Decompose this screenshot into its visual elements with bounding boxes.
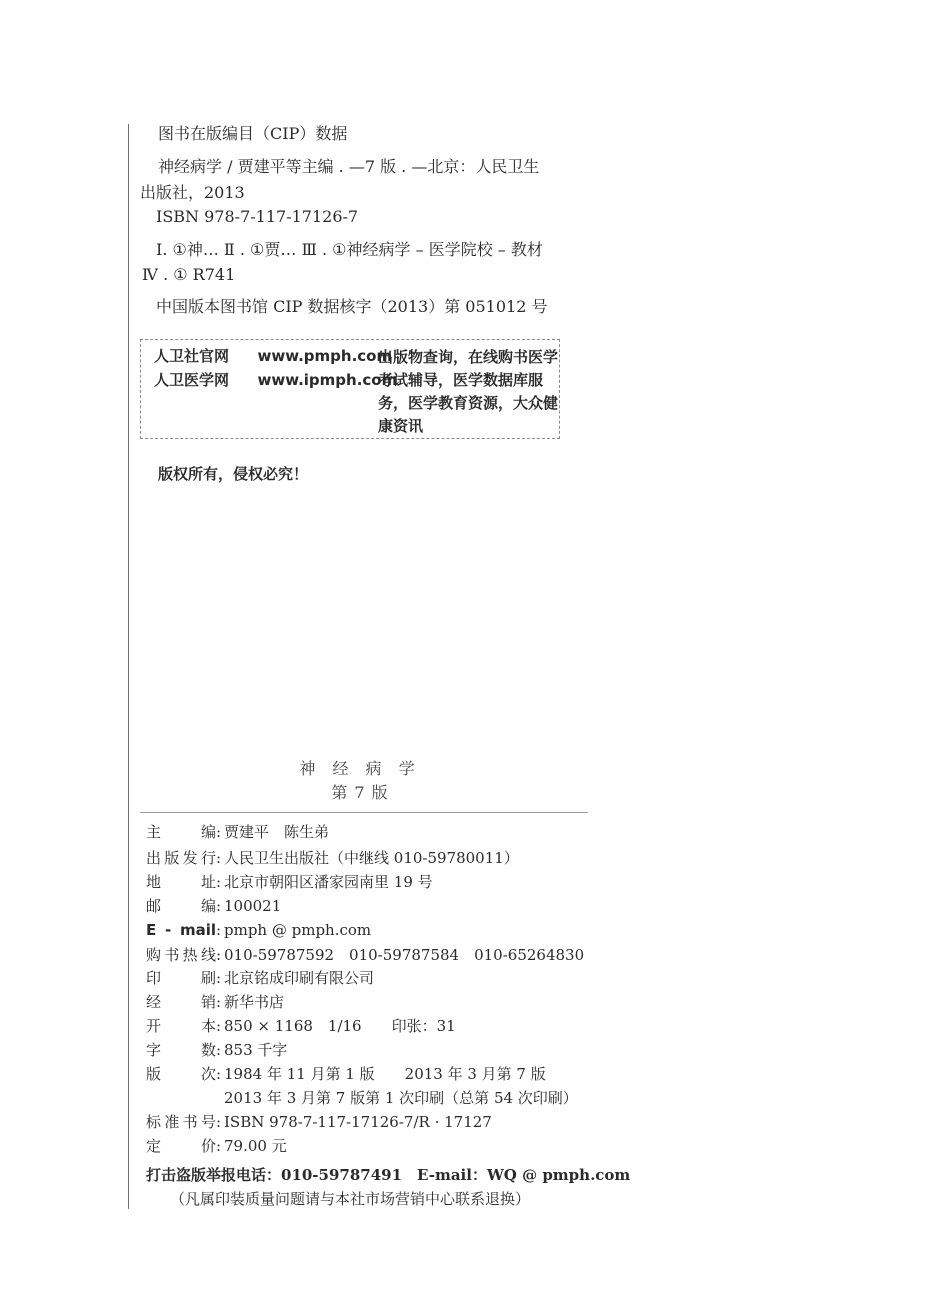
piracy-hotline: 打击盗版举报电话：010-59787491 E-mail：WQ @ pmph.com — [146, 1166, 631, 1184]
imprint-value: ISBN 978-7-117-17126-7/R · 17127 — [224, 1113, 492, 1131]
imprint-label: 定 价 — [146, 1137, 216, 1155]
imprint-label: 地 址 — [146, 873, 216, 891]
book-edition: 第 7 版 — [331, 783, 389, 802]
imprint-row-printer: 印 刷: 北京铭成印刷有限公司 — [146, 969, 375, 987]
imprint-label: 主 编 — [146, 823, 216, 841]
imprint-row-sales-hotline: 购书热线: 010-59787592 010-59787584 010-65264830 — [146, 946, 585, 964]
copyright-notice: 版权所有，侵权必究！ — [158, 465, 309, 483]
imprint-row-publisher: 出版发行: 人民卫生出版社（中继线 010-59780011） — [146, 849, 519, 867]
imprint-row-distributor: 经 销: 新华书店 — [146, 993, 285, 1011]
site-row — [154, 346, 392, 366]
imprint-value: pmph @ pmph.com — [224, 921, 372, 939]
imprint-label: 开 本 — [146, 1017, 216, 1035]
book-title: 神 经 病 学 — [299, 759, 421, 778]
cip-heading: 图书在版编目（CIP）数据 — [158, 124, 348, 143]
imprint-row-printing — [146, 1088, 578, 1108]
margin-rule — [128, 124, 129, 1209]
imprint-label: 购书热线 — [146, 946, 216, 964]
imprint-value: 北京铭成印刷有限公司 — [224, 969, 375, 987]
cip-isbn: ISBN 978-7-117-17126-7 — [156, 207, 359, 226]
imprint-row-editor: 主 编: 贾建平 陈生弟 — [146, 823, 330, 841]
imprint-label: 标准书号 — [146, 1113, 216, 1131]
imprint-value: 010-59787592 010-59787584 010-65264830 — [224, 946, 585, 964]
site-name: 人卫社官网 — [154, 347, 230, 365]
imprint-label: 经 销 — [146, 993, 216, 1011]
imprint-label: 印 刷 — [146, 969, 216, 987]
imprint-label: 字 数 — [146, 1041, 216, 1059]
cip-subjects-line1: Ⅰ. ①神… Ⅱ . ①贾… Ⅲ . ①神经病学 – 医学院校 – 教材 — [156, 240, 543, 259]
imprint-value: 贾建平 陈生弟 — [224, 823, 330, 841]
cip-subjects-line2: Ⅳ . ① R741 — [142, 265, 236, 284]
imprint-row-address: 地 址: 北京市朝阳区潘家园南里 19 号 — [146, 873, 433, 891]
imprint-label: 出版发行 — [146, 849, 216, 867]
imprint-row-email: E - mail: pmph @ pmph.com — [146, 921, 372, 939]
site-row — [154, 370, 397, 390]
imprint-row-edition: 版 次: 1984 年 11 月第 1 版 2013 年 3 月第 7 版 — [146, 1065, 546, 1083]
imprint-value: 100021 — [224, 897, 282, 915]
divider — [140, 812, 588, 813]
imprint-row-format: 开 本: 850 × 1168 1/16 印张：31 — [146, 1017, 456, 1035]
imprint-label: E - mail — [146, 921, 216, 939]
imprint-row-price: 定 价: 79.00 元 — [146, 1137, 287, 1155]
site-url-link[interactable]: www.ipmph.com — [257, 371, 398, 389]
imprint-value: 850 × 1168 1/16 印张：31 — [224, 1017, 456, 1035]
imprint-value: 人民卫生出版社（中继线 010-59780011） — [224, 849, 519, 867]
site-name: 人卫医学网 — [154, 371, 230, 389]
imprint-label: 邮 编 — [146, 897, 216, 915]
imprint-value: 2013 年 3 月第 7 版第 1 次印刷（总第 54 次印刷） — [224, 1089, 578, 1107]
imprint-label: 版 次 — [146, 1065, 216, 1083]
imprint-value: 新华书店 — [224, 993, 285, 1011]
imprint-row-isbn: 标准书号: ISBN 978-7-117-17126-7/R · 17127 — [146, 1113, 492, 1131]
imprint-value: 853 千字 — [224, 1041, 288, 1059]
cip-entry-line1: 神经病学 / 贾建平等主编 . —7 版 . —北京：人民卫生 — [158, 157, 540, 176]
imprint-row-word-count: 字 数: 853 千字 — [146, 1041, 288, 1059]
imprint-row-postcode: 邮 编: 100021 — [146, 897, 282, 915]
cip-record-number: 中国版本图书馆 CIP 数据核字（2013）第 051012 号 — [156, 297, 548, 316]
site-url-link[interactable]: www.pmph.com — [257, 347, 393, 365]
imprint-value: 北京市朝阳区潘家园南里 19 号 — [224, 873, 433, 891]
site-description: 出版物查询，在线购书医学考试辅导，医学数据库服务，医学教育资源，大众健康资讯 — [378, 348, 559, 435]
imprint-value: 1984 年 11 月第 1 版 2013 年 3 月第 7 版 — [224, 1065, 546, 1083]
imprint-value: 79.00 元 — [224, 1137, 287, 1155]
cip-entry-line2: 出版社，2013 — [140, 183, 245, 202]
quality-notice: （凡属印装质量问题请与本社市场营销中心联系退换） — [170, 1190, 531, 1208]
